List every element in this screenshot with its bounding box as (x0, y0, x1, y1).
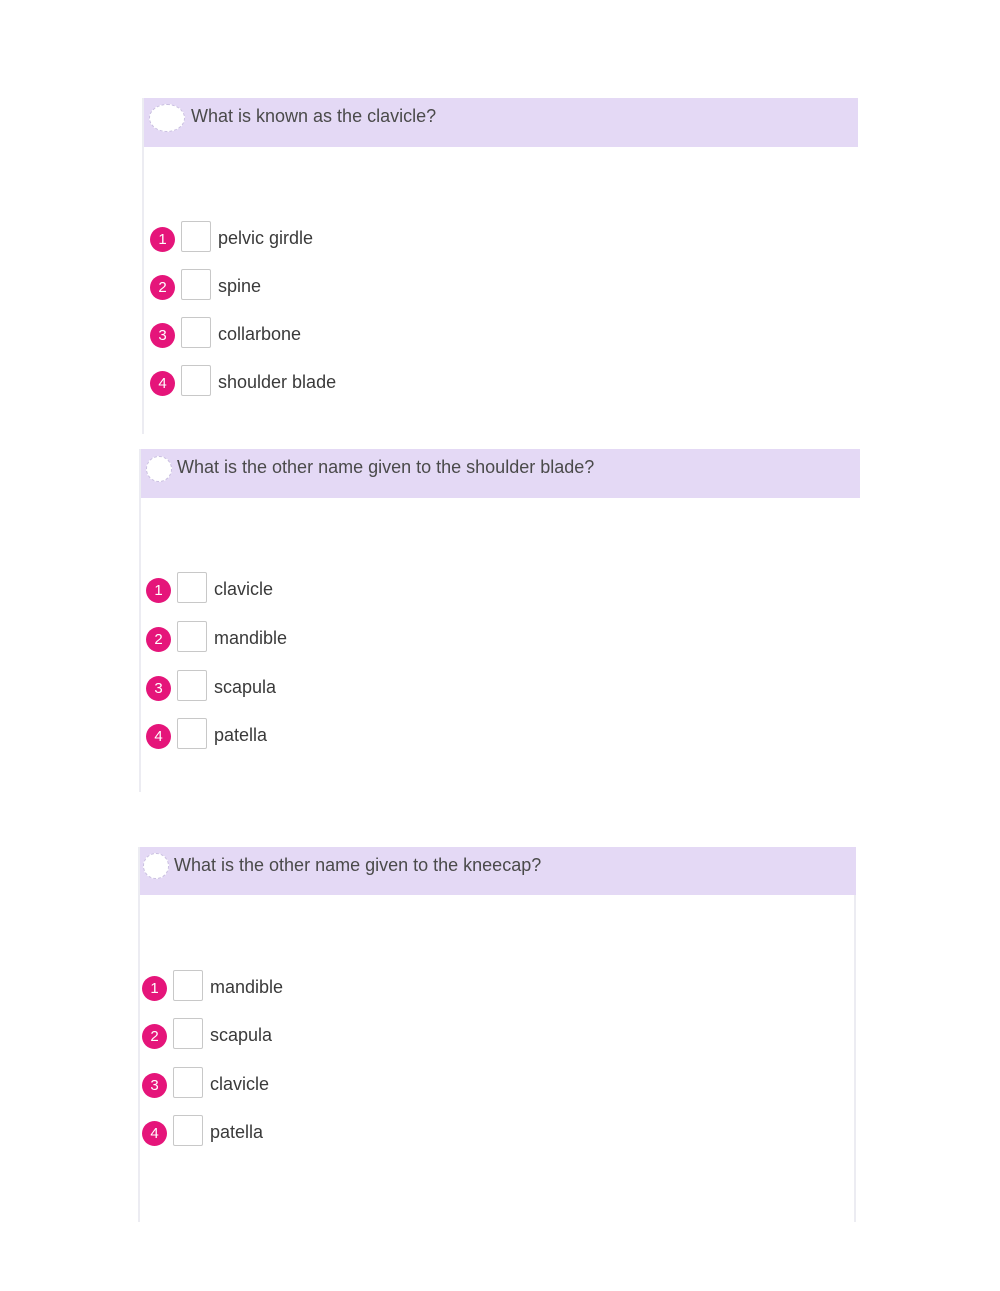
option-label: clavicle (214, 579, 274, 599)
option-label: patella (210, 1122, 264, 1142)
question-card-1 (142, 98, 858, 434)
question-prompt: What is known as the clavicle? (191, 106, 437, 126)
option-label: mandible (210, 977, 284, 997)
option-label: collarbone (218, 324, 302, 344)
option-label: mandible (214, 628, 288, 648)
question-prompt: What is the other name given to the kneecap? (174, 855, 542, 875)
option-number-badge: 2 (146, 627, 171, 652)
answer-box[interactable] (173, 1115, 203, 1146)
option-label: scapula (214, 677, 277, 697)
answer-box[interactable] (173, 970, 203, 1001)
option-number-badge: 2 (150, 275, 175, 300)
answer-box[interactable] (181, 221, 211, 252)
question-card-3 (138, 847, 856, 1222)
option-label: spine (218, 276, 262, 296)
question-header (140, 847, 856, 895)
option-label: clavicle (210, 1074, 270, 1094)
option-number-badge: 1 (150, 227, 175, 252)
option-label: pelvic girdle (218, 228, 314, 248)
answer-box[interactable] (177, 670, 207, 701)
option-number-badge: 4 (150, 371, 175, 396)
answer-box[interactable] (177, 718, 207, 749)
answer-box[interactable] (173, 1067, 203, 1098)
answer-box[interactable] (177, 572, 207, 603)
answer-box[interactable] (181, 317, 211, 348)
question-card-2 (139, 449, 860, 792)
option-number-badge: 1 (146, 578, 171, 603)
option-number-badge: 4 (142, 1121, 167, 1146)
option-number-badge: 3 (146, 676, 171, 701)
option-number-badge: 4 (146, 724, 171, 749)
option-number-badge: 3 (150, 323, 175, 348)
answer-box[interactable] (181, 365, 211, 396)
answer-box[interactable] (173, 1018, 203, 1049)
question-header (141, 449, 860, 498)
question-prompt: What is the other name given to the shoulder blade? (177, 457, 595, 477)
question-header (144, 98, 858, 147)
option-label: patella (214, 725, 268, 745)
answer-box[interactable] (181, 269, 211, 300)
option-number-badge: 3 (142, 1073, 167, 1098)
question-marker-icon (143, 853, 169, 879)
answer-box[interactable] (177, 621, 207, 652)
option-label: scapula (210, 1025, 273, 1045)
question-marker-icon (146, 456, 172, 482)
question-marker-icon (149, 104, 185, 132)
option-number-badge: 1 (142, 976, 167, 1001)
option-label: shoulder blade (218, 372, 337, 392)
option-number-badge: 2 (142, 1024, 167, 1049)
